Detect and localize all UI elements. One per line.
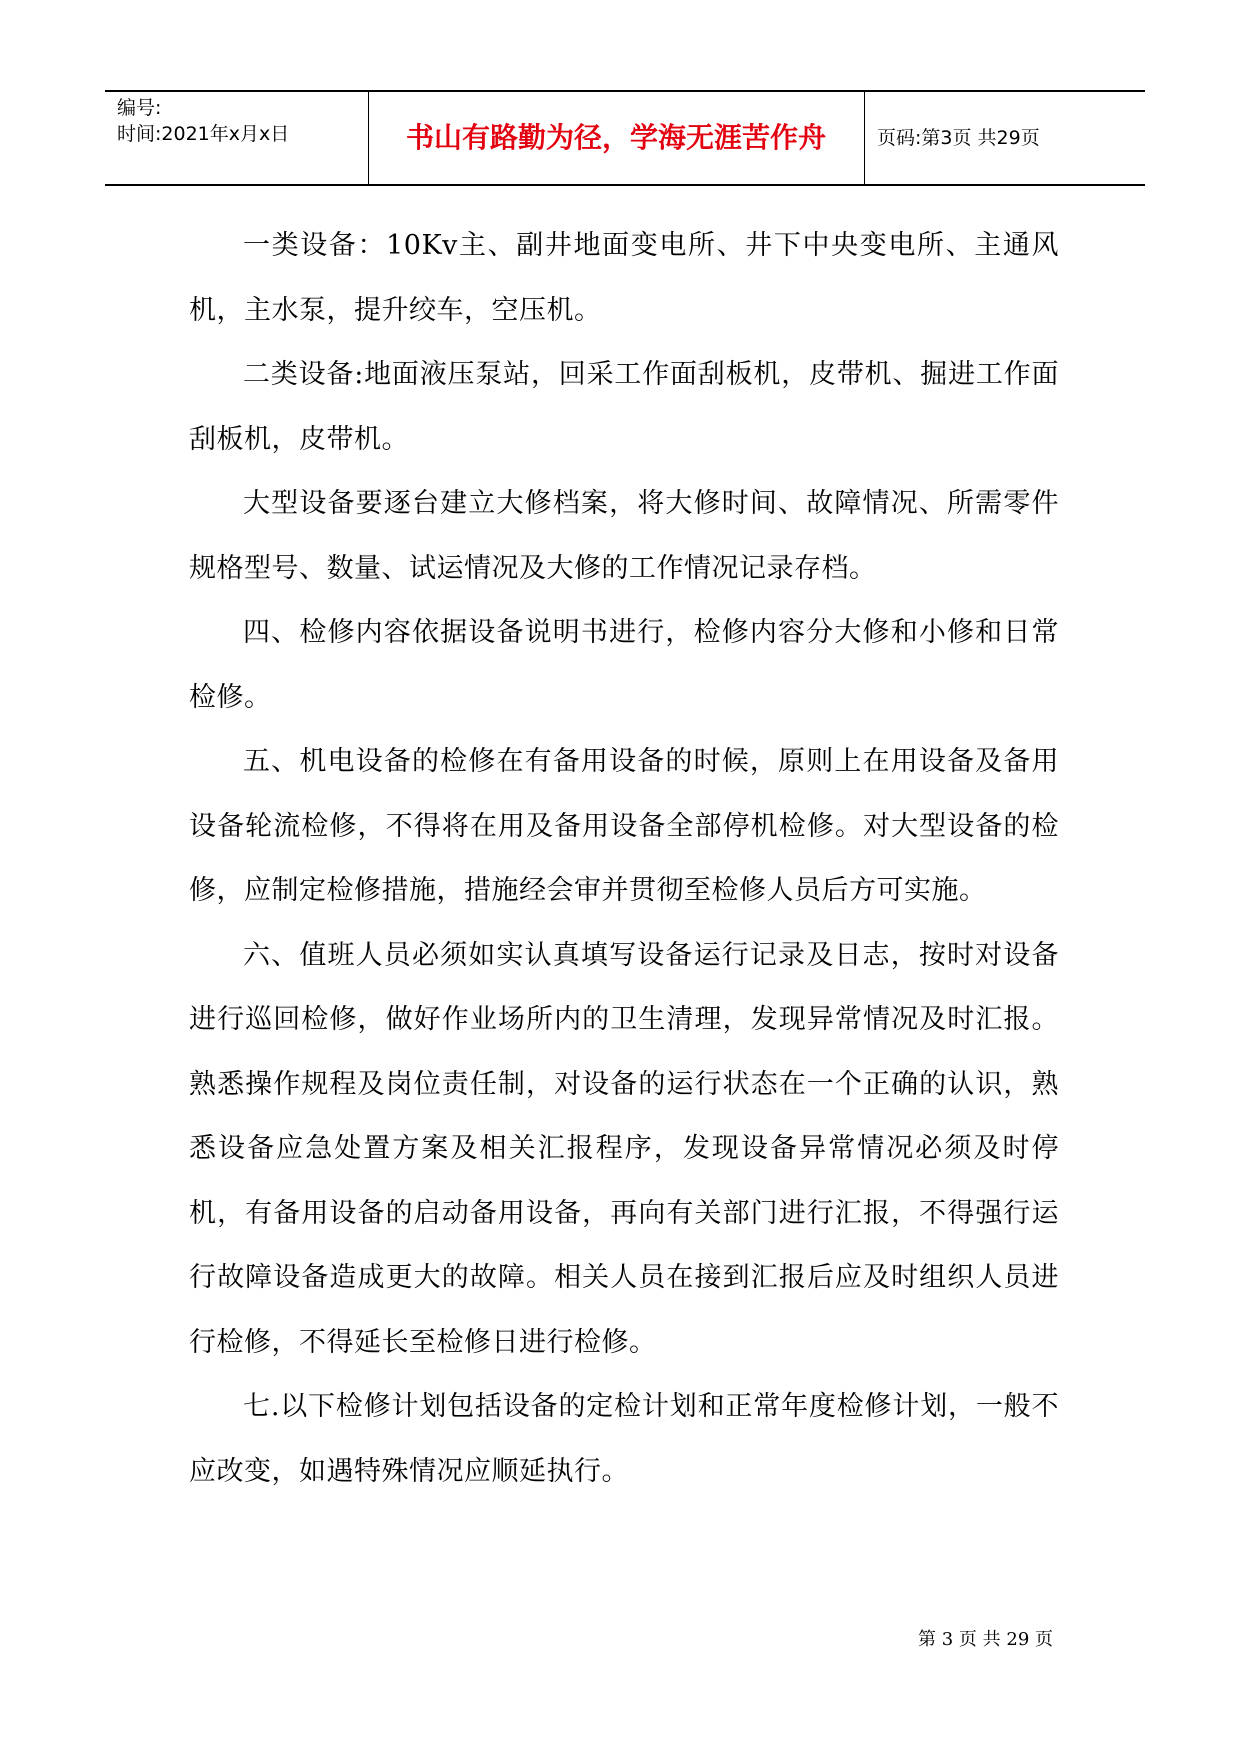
header-slogan-cell: [368, 92, 865, 184]
document-number-label: 编号:: [117, 97, 162, 119]
paragraph: 一类设备：10Kv主、副井地面变电所、井下中央变电所、主通风机，主水泵，提升绞车，空压机。: [189, 230, 1059, 326]
document-time-label: 时间:2021年x月x日: [117, 123, 290, 145]
header-page-label: 页码:第3页 共29页: [877, 127, 1040, 149]
document-header: [105, 90, 1145, 186]
header-slogan: 书山有路勤为径，学海无涯苦作舟: [405, 121, 826, 154]
header-page-cell: [865, 92, 1145, 184]
paragraph: 四、检修内容依据设备说明书进行，检修内容分大修和小修和日常检修。: [189, 617, 1059, 713]
paragraph: 大型设备要逐台建立大修档案，将大修时间、故障情况、所需零件规格型号、数量、试运情况及大修的工作情况记录存档。: [189, 488, 1059, 584]
paragraph: 二类设备:地面液压泵站，回采工作面刮板机，皮带机、掘进工作面刮板机，皮带机。: [189, 359, 1059, 455]
page-footer: 第 3 页 共 29 页: [918, 1629, 1053, 1650]
paragraph: 五、机电设备的检修在有备用设备的时候，原则上在用设备及备用设备轮流检修，不得将在用及备用设备全部停机检修。对大型设备的检修，应制定检修措施，措施经会审并贯彻至检修人员后方可实施。: [189, 746, 1059, 906]
paragraph: 七.以下检修计划包括设备的定检计划和正常年度检修计划，一般不应改变，如遇特殊情况应顺延执行。: [189, 1391, 1059, 1487]
paragraph: 六、值班人员必须如实认真填写设备运行记录及日志，按时对设备进行巡回检修，做好作业场所内的卫生清理，发现异常情况及时汇报。熟悉操作规程及岗位责任制，对设备的运行状态在一个正确的认识，熟悉设备应急处置方案及相关汇报程序，发现设备异常情况必须及时停机，有备用设备的启动备用设备，再向有关部门进行汇报，不得强行运行故障设备造成更大的故障。相关人员在接到汇报后应及时组织人员进行检修，不得延长至检修日进行检修。: [189, 939, 1059, 1358]
header-meta-cell: [105, 92, 369, 184]
document-body: [189, 214, 1059, 1504]
